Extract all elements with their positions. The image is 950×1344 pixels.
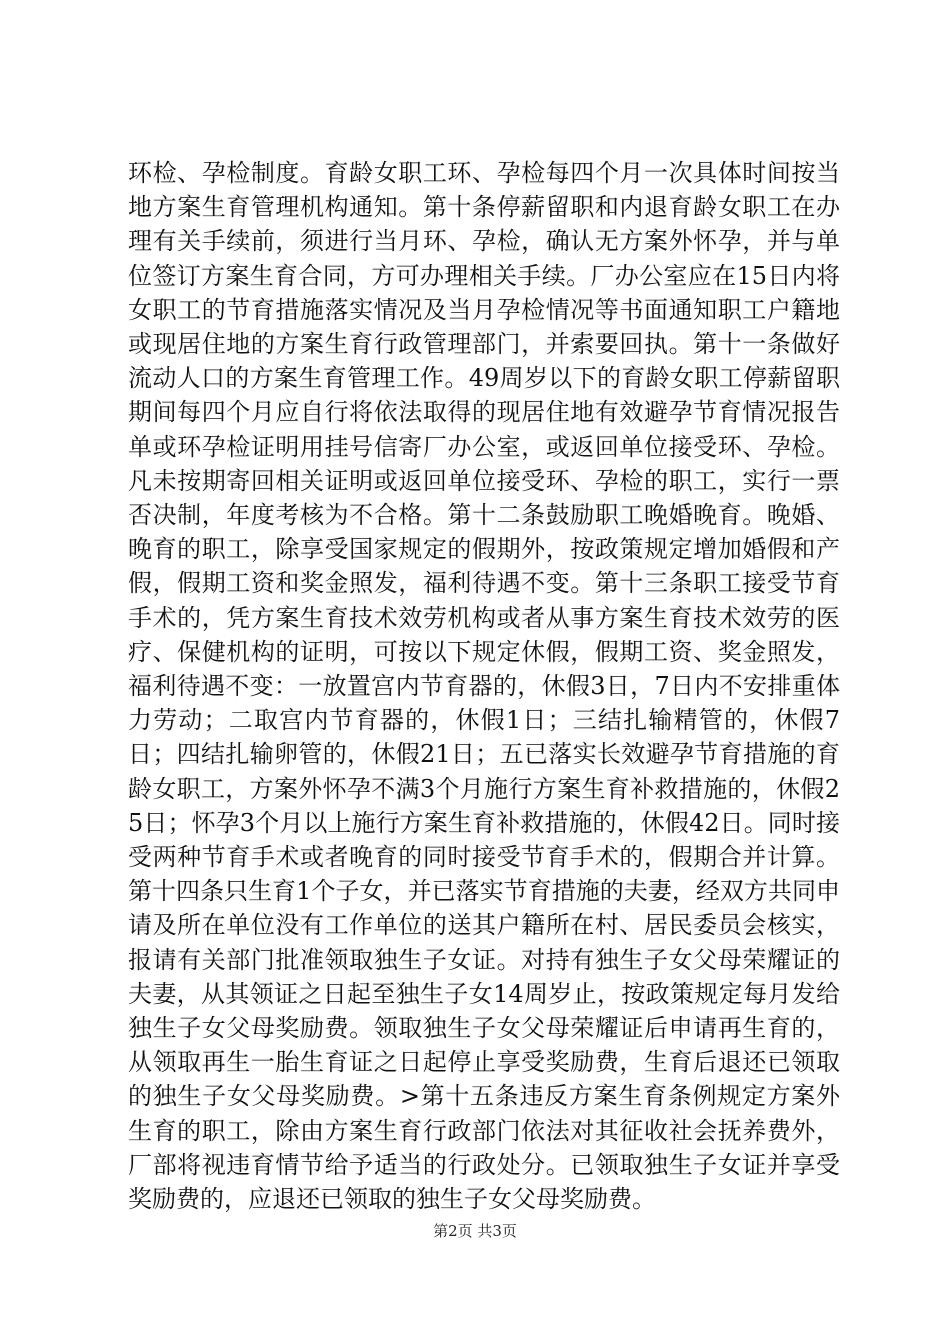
body-paragraph: 环检、孕检制度。育龄女职工环、孕检每四个月一次具体时间按当地方案生育管理机构通知。第十条停薪留职和内退育龄女职工在办理有关手续前，须进行当月环、孕检，确认无方案外怀孕，并与单位签订方案生育合同，方可办理相关手续。厂办公室应在15日内将女职工的节育措施落实情况及当月孕检情况等书面通知职工户籍地或现居住地的方案生育行政管理部门，并索要回执。第十一条做好流动人口的方案生育管理工作。49周岁以下的育龄女职工停薪留职期间每四个月应自行将依法取得的现居住地有效避孕节育情况报告单或环孕检证明用挂号信寄厂办公室，或返回单位接受环、孕检。凡未按期寄回相关证明或返回单位接受环、孕检的职工，实行一票否决制，年度考核为不合格。第十二条鼓励职工晚婚晚育。晚婚、晚育的职工，除享受国家规定的假期外，按政策规定增加婚假和产假，假期工资和奖金照发，福利待遇不变。第十三条职工接受节育手术的，凭方案生育技术效劳机构或者从事方案生育技术效劳的医疗、保健机构的证明，可按以下规定休假，假期工资、奖金照发，福利待遇不变：一放置宫内节育器的，休假3日，7日内不安排重体力劳动；二取宫内节育器的，休假1日；三结扎输精管的，休假7日；四结扎输卵管的，休假21日；五已落实长效避孕节育措施的育龄女职工，方案外怀孕不满3个月施行方案生育补救措施的，休假25日；怀孕3个月以上施行方案生育补救措施的，休假42日。同时接受两种节育手术或者晚育的同时接受节育手术的，假期合并计算。第十四条只生育1个子女，并已落实节育措施的夫妻，经双方共同申请及所在单位没有工作单位的送其户籍所在村、居民委员会核实，报请有关部门批准领取独生子女证。对持有独生子女父母荣耀证的夫妻，从其领证之日起至独生子女14周岁止，按政策规定每月发给独生子女父母奖励费。领取独生子女父母荣耀证后申请再生育的，从领取再生一胎生育证之日起停止享受奖励费，生育后退还已领取的独生子女父母奖励费。>第十五条违反方案生育条例规定方案外生育的职工，除由方案生育行政部门依法对其征收社会抚养费外，厂部将视违育情节给予适当的行政处分。已领取独生子女证并享受奖励费的，应退还已领取的独生子女父母奖励费。 bbox=[128, 159, 840, 1214]
page-number-footer: 第2页 共3页 bbox=[433, 1222, 517, 1240]
